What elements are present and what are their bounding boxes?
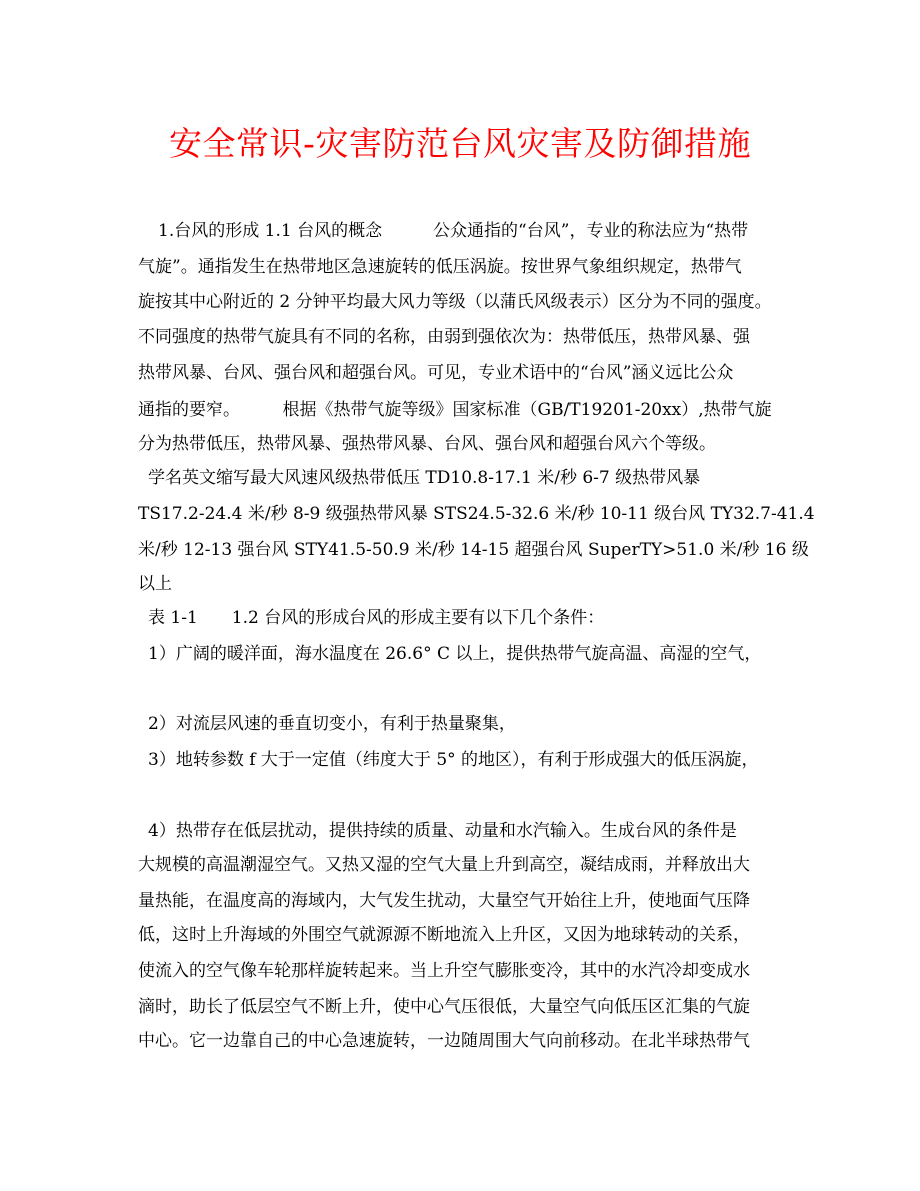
paragraph-line: 分为热带低压，热带风暴、强热带风暴、台风、强台风和超强台风六个等级。	[138, 434, 716, 454]
paragraph-line: 旋按其中心附近的 2 分钟平均最大风力等级（以蒲氏风级表示）区分为不同的强度。	[138, 292, 772, 312]
paragraph-line: 低，这时上升海域的外围空气就源源不断地流入上升区，又因为地球转动的关系，	[138, 925, 750, 945]
paragraph-line: 4）热带存在低层扰动，提供持续的质量、动量和水汽输入。生成台风的条件是	[148, 821, 737, 841]
paragraph-line: TS17.2-24.4 米/秒 8-9 级强热带风暴 STS24.5-32.6 米/秒 10-11 级台风 TY32.7-41.4	[138, 504, 815, 524]
paragraph-line: 3）地转参数 f 大于一定值（纬度大于 5° 的地区），有利于形成强大的低压涡旋，	[148, 750, 759, 770]
paragraph-line: 中心。它一边靠自己的中心急速旋转，一边随周围大气向前移动。在北半球热带气	[138, 1031, 750, 1051]
paragraph-line: 气旋”。通指发生在热带地区急速旋转的低压涡旋。按世界气象组织规定，热带气	[138, 257, 742, 277]
paragraph-line: 量热能，在温度高的海域内，大气发生扰动，大量空气开始往上升，使地面气压降	[138, 891, 750, 911]
paragraph-line: 使流入的空气像车轮那样旋转起来。当上升空气膨胀变冷，其中的水汽冷却变成水	[138, 961, 750, 981]
paragraph-line: 学名英文缩写最大风速风级热带低压 TD10.8-17.1 米/秒 6-7 级热带风暴	[148, 468, 701, 488]
page-title: 安全常识-灾害防范台风灾害及防御措施	[169, 124, 751, 163]
paragraph-line: 滴时，助长了低层空气不断上升，使中心气压很低，大量空气向低压区汇集的气旋	[138, 997, 750, 1017]
paragraph-line: 1）广阔的暖洋面，海水温度在 26.6° C 以上，提供热带气旋高温、高湿的空气，	[148, 644, 762, 664]
paragraph-line: 表 1-1 1.2 台风的形成台风的形成主要有以下几个条件：	[148, 608, 605, 628]
paragraph-line: 大规模的高温潮湿空气。又热又湿的空气大量上升到高空，凝结成雨，并释放出大	[138, 855, 750, 875]
paragraph-line: 不同强度的热带气旋具有不同的名称，由弱到强依次为：热带低压，热带风暴、强	[138, 327, 750, 347]
paragraph-line: 以上	[138, 574, 172, 594]
paragraph-line: 1.台风的形成 1.1 台风的概念 公众通指的“台风”，专业的称法应为“热带	[158, 221, 749, 241]
paragraph-line: 通指的要窄。 根据《热带气旋等级》国家标准（GB/T19201-20xx）,热带气旋	[138, 400, 772, 420]
paragraph-line: 热带风暴、台风、强台风和超强台风。可见，专业术语中的“台风”涵义远比公众	[138, 363, 734, 383]
paragraph-line: 米/秒 12-13 强台风 STY41.5-50.9 米/秒 14-15 超强台风 SuperTY>51.0 米/秒 16 级	[138, 540, 809, 560]
paragraph-line: 2）对流层风速的垂直切变小，有利于热量聚集，	[148, 714, 516, 734]
